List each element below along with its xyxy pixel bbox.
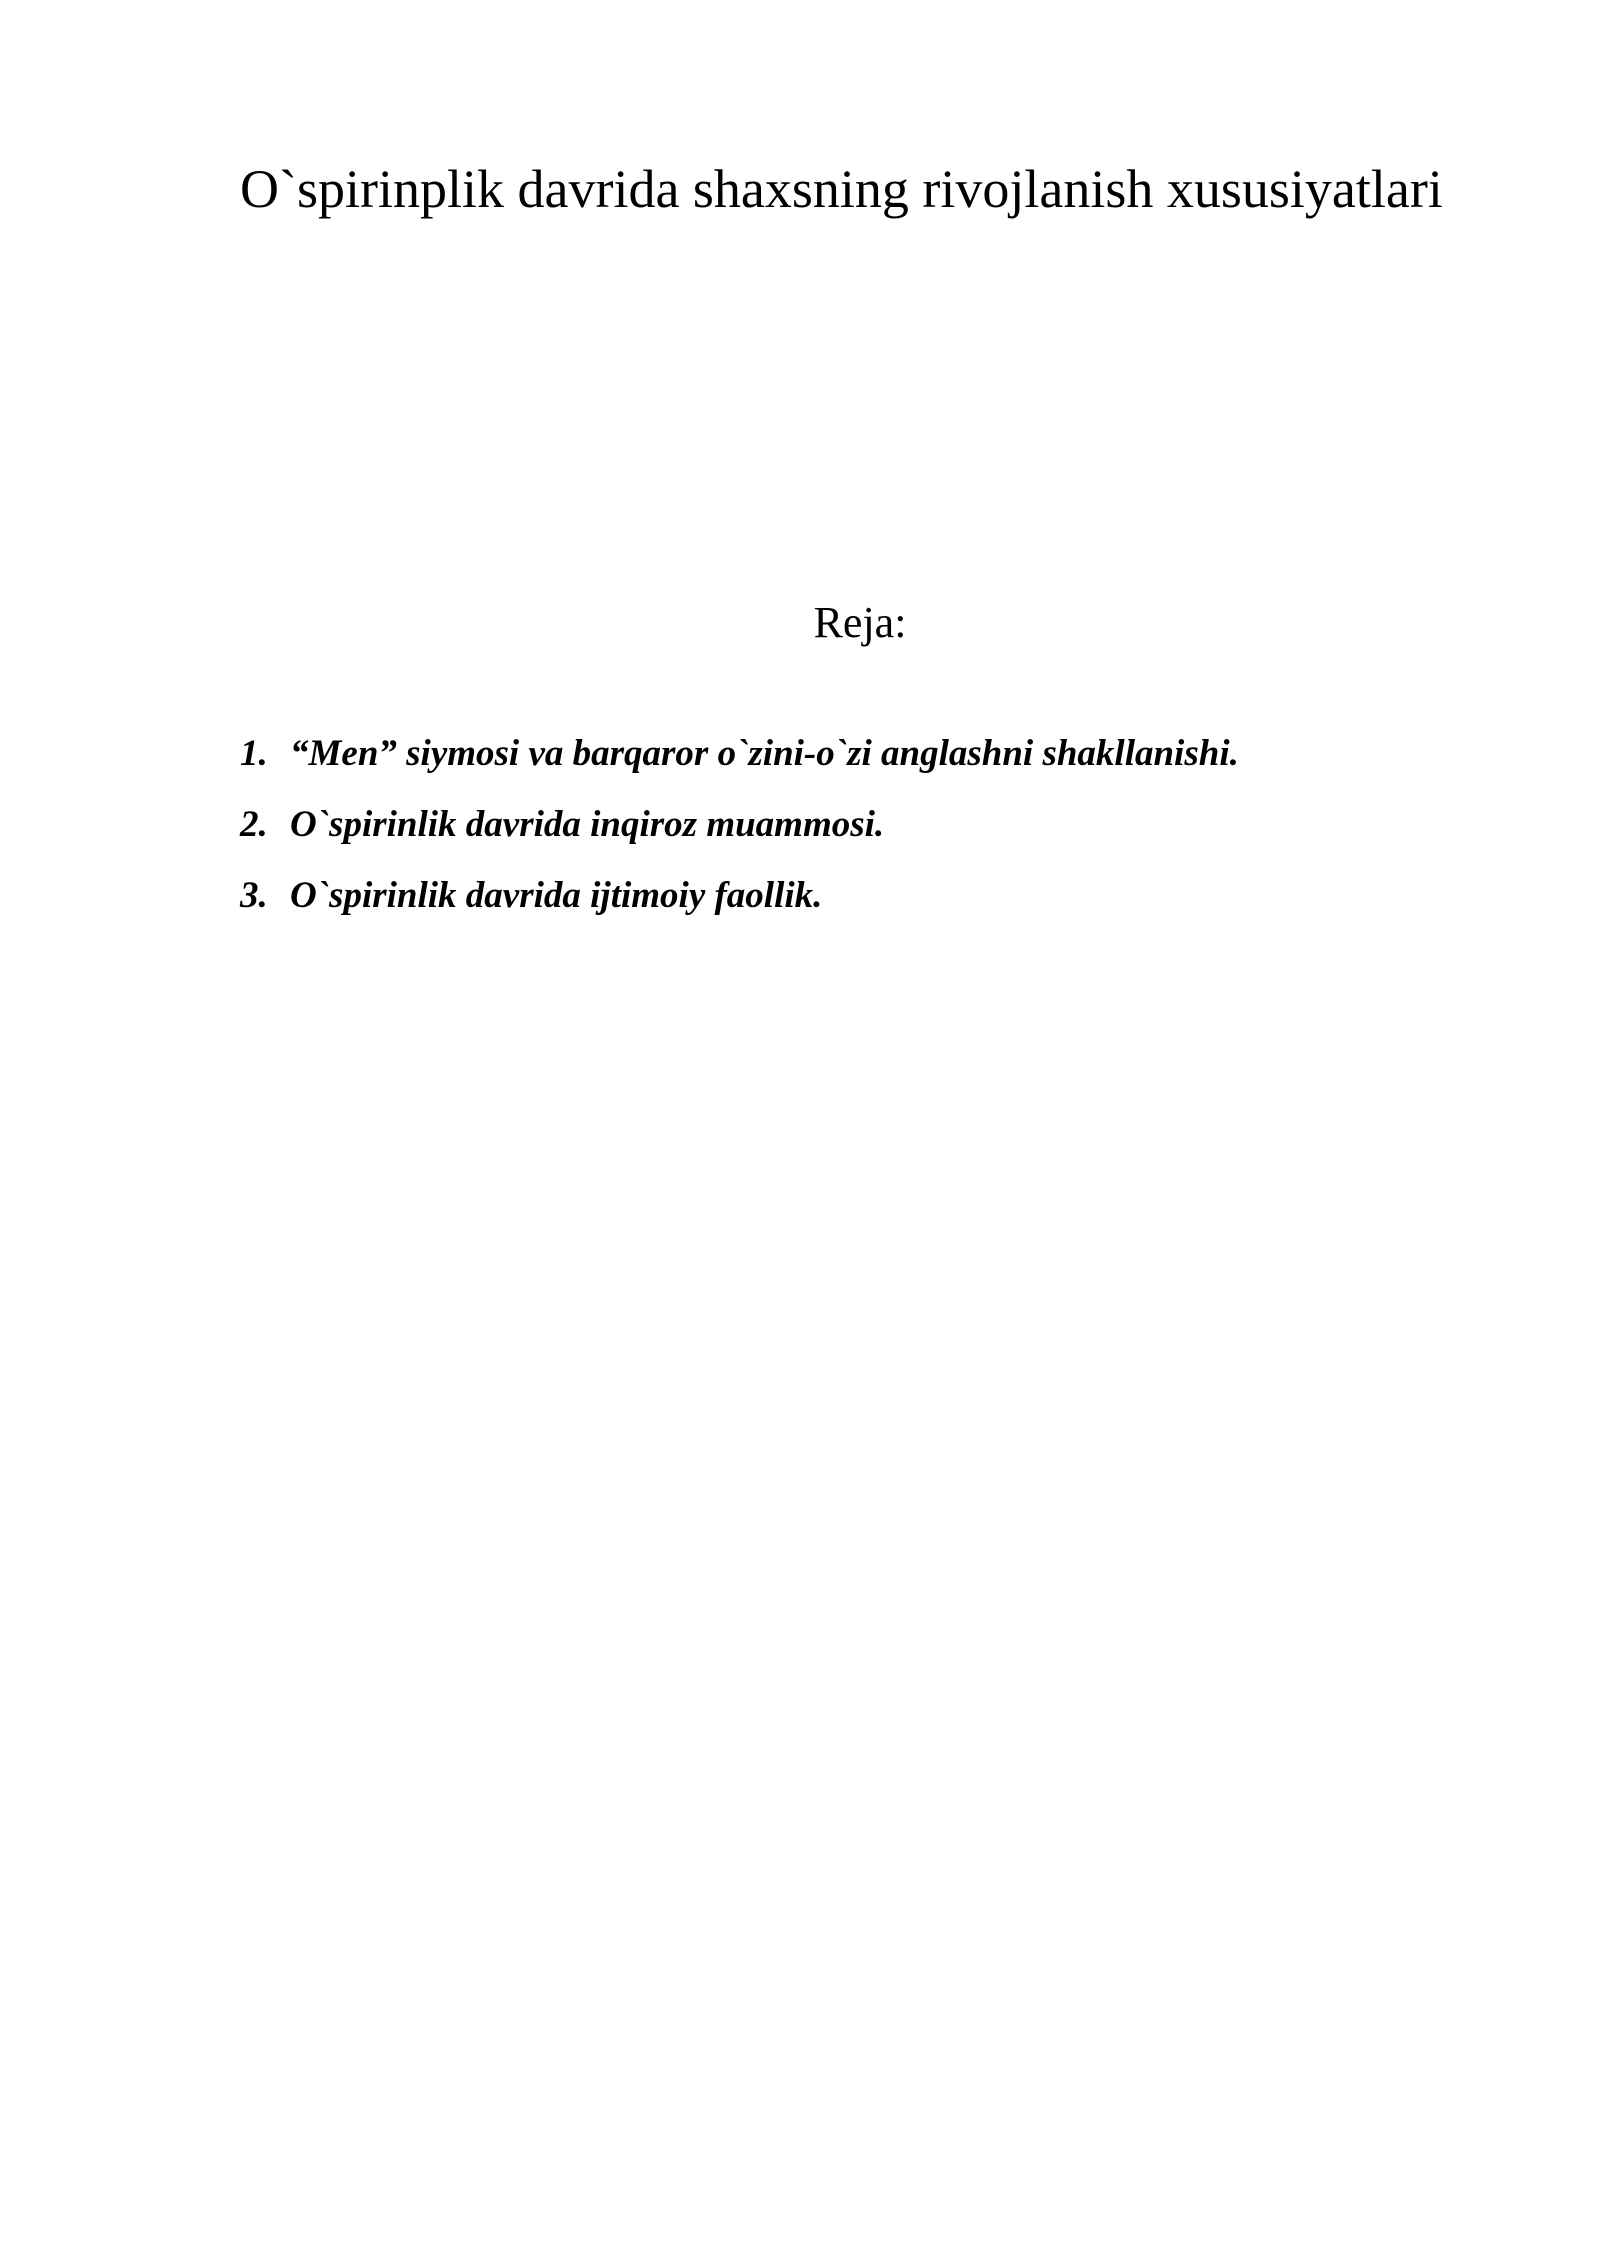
plan-item (240, 730, 1540, 801)
plan-item (240, 801, 1540, 872)
plan-item-text: O`spirinlik davrida ijtimoiy faollik. (290, 875, 823, 916)
page-title: O`spirinplik davrida shaxsning rivojlanish xususiyatlari (240, 159, 1443, 219)
plan-item-number: 2. (240, 804, 268, 845)
plan-item (240, 872, 1540, 943)
plan-item-number: 3. (240, 875, 268, 916)
plan-item-text: O`spirinlik davrida inqiroz muammosi. (290, 804, 885, 845)
plan-heading: Reja: (813, 598, 907, 647)
plan-list (240, 730, 1540, 943)
plan-item-number: 1. (240, 733, 268, 774)
plan-item-text: “Men” siymosi va barqaror o`zini-o`zi anglashni shakllanishi. (290, 733, 1239, 774)
